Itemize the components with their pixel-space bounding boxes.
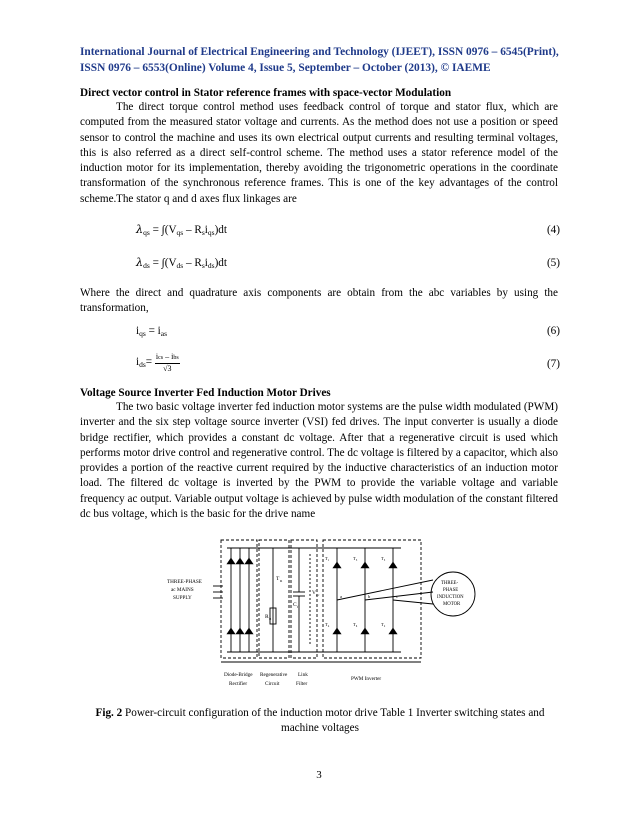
- equation-7: [136, 352, 560, 376]
- diode-4: [227, 628, 235, 634]
- inv-diode-2: [389, 628, 397, 634]
- cap-label-sub: f: [297, 605, 299, 609]
- inv-diode-6: [361, 628, 369, 634]
- filter-box: [291, 540, 317, 658]
- equation-number-4: (4): [546, 224, 560, 236]
- switch-t6: T₆: [353, 622, 358, 627]
- equation-5: [136, 255, 560, 271]
- caption-text: Power-circuit configuration of the induction motor drive Table 1 Inverter switching states and machine voltages: [122, 707, 545, 734]
- eq4-rhs-pre: = ∫(V: [152, 224, 177, 236]
- vdc-label: V: [312, 590, 316, 596]
- node-c: c: [396, 594, 398, 599]
- header-line-1: International Journal of Electrical Engineering and Technology (IJEET), ISSN 0976 – 6545(Print),: [80, 46, 559, 58]
- eq4-i-sub: qs: [207, 228, 215, 237]
- motor-label-4: MOTOR: [443, 602, 461, 607]
- eq5-r-sub: s: [201, 261, 205, 270]
- eq4-lambda-sub: qs: [143, 228, 150, 237]
- eq7-lhs: i: [136, 356, 140, 369]
- rectifier-box: [221, 540, 257, 658]
- section-label-rectifier-2: Rectifier: [229, 681, 248, 687]
- rr-label-sub: R: [269, 617, 272, 621]
- inv-diode-5: [389, 562, 397, 568]
- eq7-n1: i: [155, 352, 159, 361]
- output-b: [365, 592, 433, 600]
- switch-t5: T₅: [381, 556, 386, 561]
- paragraph-vsi: [80, 400, 558, 522]
- tr-label: T: [276, 576, 280, 582]
- rr-label: R: [265, 614, 269, 620]
- journal-header: [80, 44, 560, 76]
- eq4-lambda: λ: [136, 223, 144, 236]
- supply-label-2: ac MAINS: [171, 587, 194, 593]
- eq6-rhs-sub: as: [160, 329, 168, 338]
- motor-label-1: THREE-: [441, 581, 459, 586]
- paragraph-transformation: Where the direct and quadrature axis components are obtain from the abc variables by using the transformation,: [80, 287, 558, 315]
- caption-label: Fig. 2: [95, 707, 123, 719]
- eq7-fraction: [155, 352, 180, 373]
- page-number: 3: [316, 769, 322, 781]
- diode-3: [245, 558, 253, 564]
- inv-diode-1: [333, 562, 341, 568]
- paragraph-vsi-text: The two basic voltage inverter fed induction motor systems are the pulse width modulated (PWM) inverter and the six step voltage source inverter (VSI) fed drives. The input converter is usually a diode bridge rectifier, which provides a constant dc voltage. After that a regenerative circuit is used which performs motor drive control and regenerative control. The dc voltage is filtered by a capacitor, which also provides a portion of the reactive current required by the inductive characteristics of an induction motor load. The filtered dc voltage is inverted by the PWM to provide the variable voltage and variable frequency ac output. Variable output voltage is achieved by pulse width modulation of the constant filtered dc bus voltage, which is the basic for the drive name: [80, 401, 558, 521]
- diode-5: [236, 628, 244, 634]
- section-label-regen-1: Regenerative: [260, 672, 288, 678]
- section-label-rectifier-1: Diode-Bridge: [224, 672, 253, 678]
- vdc-label-sub: dc: [316, 593, 320, 597]
- supply-label-1: THREE-PHASE: [167, 579, 202, 585]
- switch-t1: T₁: [325, 556, 330, 561]
- eq5-i: i: [204, 257, 208, 269]
- equation-4: [136, 222, 560, 238]
- eq5-post: )dt: [214, 257, 228, 269]
- switch-t3: T₃: [353, 556, 358, 561]
- section-title-direct-vector: Direct vector control in Stator reference frames with space-vector Modulation: [80, 87, 452, 99]
- equation-number-6: (6): [546, 325, 560, 337]
- diode-2: [236, 558, 244, 564]
- diode-1: [227, 558, 235, 564]
- section-title-vsi: Voltage Source Inverter Fed Induction Motor Drives: [80, 387, 331, 399]
- eq5-i-sub: ds: [207, 261, 215, 270]
- eq5-v-sub: ds: [176, 261, 184, 270]
- section-label-inverter: PWM Inverter: [351, 676, 382, 682]
- node-b: b: [368, 594, 371, 599]
- eq7-denominator: √3: [163, 364, 172, 373]
- eq4-mid: – R: [183, 224, 202, 236]
- diode-6: [245, 628, 253, 634]
- eq7-lhs-sub: ds: [139, 360, 146, 370]
- eq4-post: )dt: [214, 224, 228, 236]
- output-a: [337, 580, 433, 600]
- regenerative-box: [259, 540, 289, 658]
- diodes: [227, 558, 397, 634]
- eq7-n2: i: [171, 352, 174, 361]
- eq5-lambda: λ: [136, 256, 144, 269]
- eq7-minus: –: [163, 352, 172, 361]
- eq7-n1-sub: cs: [158, 355, 164, 361]
- output-c: [393, 600, 433, 604]
- header-line-2: ISSN 0976 – 6553(Online) Volume 4, Issue 5, September – October (2013), © IAEME: [80, 62, 491, 74]
- switch-t4: T₄: [325, 622, 330, 627]
- eq4-v-sub: qs: [176, 228, 184, 237]
- section-label-filter-2: Filter: [296, 681, 308, 687]
- power-circuit-figure: [165, 534, 477, 694]
- section-label-regen-2: Circuit: [265, 681, 280, 687]
- equation-number-5: (5): [546, 257, 560, 269]
- eq5-lambda-sub: ds: [143, 261, 150, 270]
- eq6-lhs-sub: qs: [139, 329, 146, 338]
- tr-label-sub: R: [280, 579, 283, 583]
- section-label-filter-1: Link: [298, 672, 308, 678]
- eq6-eq: = i: [145, 325, 161, 337]
- cap-label: C: [293, 602, 297, 608]
- node-a: a: [340, 594, 342, 599]
- equation-number-7: (7): [546, 358, 560, 370]
- eq5-rhs-pre: = ∫(V: [152, 257, 177, 269]
- switch-t2: T₂: [381, 622, 386, 627]
- eq4-r-sub: s: [201, 228, 205, 237]
- inv-diode-4: [333, 628, 341, 634]
- equation-6: [136, 323, 560, 339]
- eq6-lhs: i: [136, 325, 140, 337]
- eq7-n2-sub: bs: [173, 355, 179, 361]
- figure-caption: [80, 706, 560, 736]
- inv-diode-3: [361, 562, 369, 568]
- motor-label-3: INDUCTION: [437, 595, 464, 600]
- paragraph-flux-intro: The stator q and d axes flux linkages are: [116, 193, 297, 205]
- paragraph-dtc-text: The direct torque control method uses feedback control of torque and stator flux, which are computed from the measured stator voltage and currents. As the method does not use a position or speed sensor to control the machine and uses its own electrical output currents and resulting terminal voltages, this is also referred as a direct self-control scheme. The method uses a stator reference model of the induction motor for its implementation, thereby avoiding the trigonometric operations in the coordinate transformation of the synchronous reference frames. This is one of the key advantages of the control scheme.: [80, 101, 558, 205]
- eq4-i: i: [204, 224, 208, 236]
- supply-label-3: SUPPLY: [173, 595, 192, 601]
- eq7-numerator: [155, 352, 180, 364]
- motor-circle: [431, 572, 475, 616]
- eq5-mid: – R: [183, 257, 202, 269]
- eq7-eq: =: [145, 356, 153, 369]
- motor-label-2: PHASE: [443, 588, 459, 593]
